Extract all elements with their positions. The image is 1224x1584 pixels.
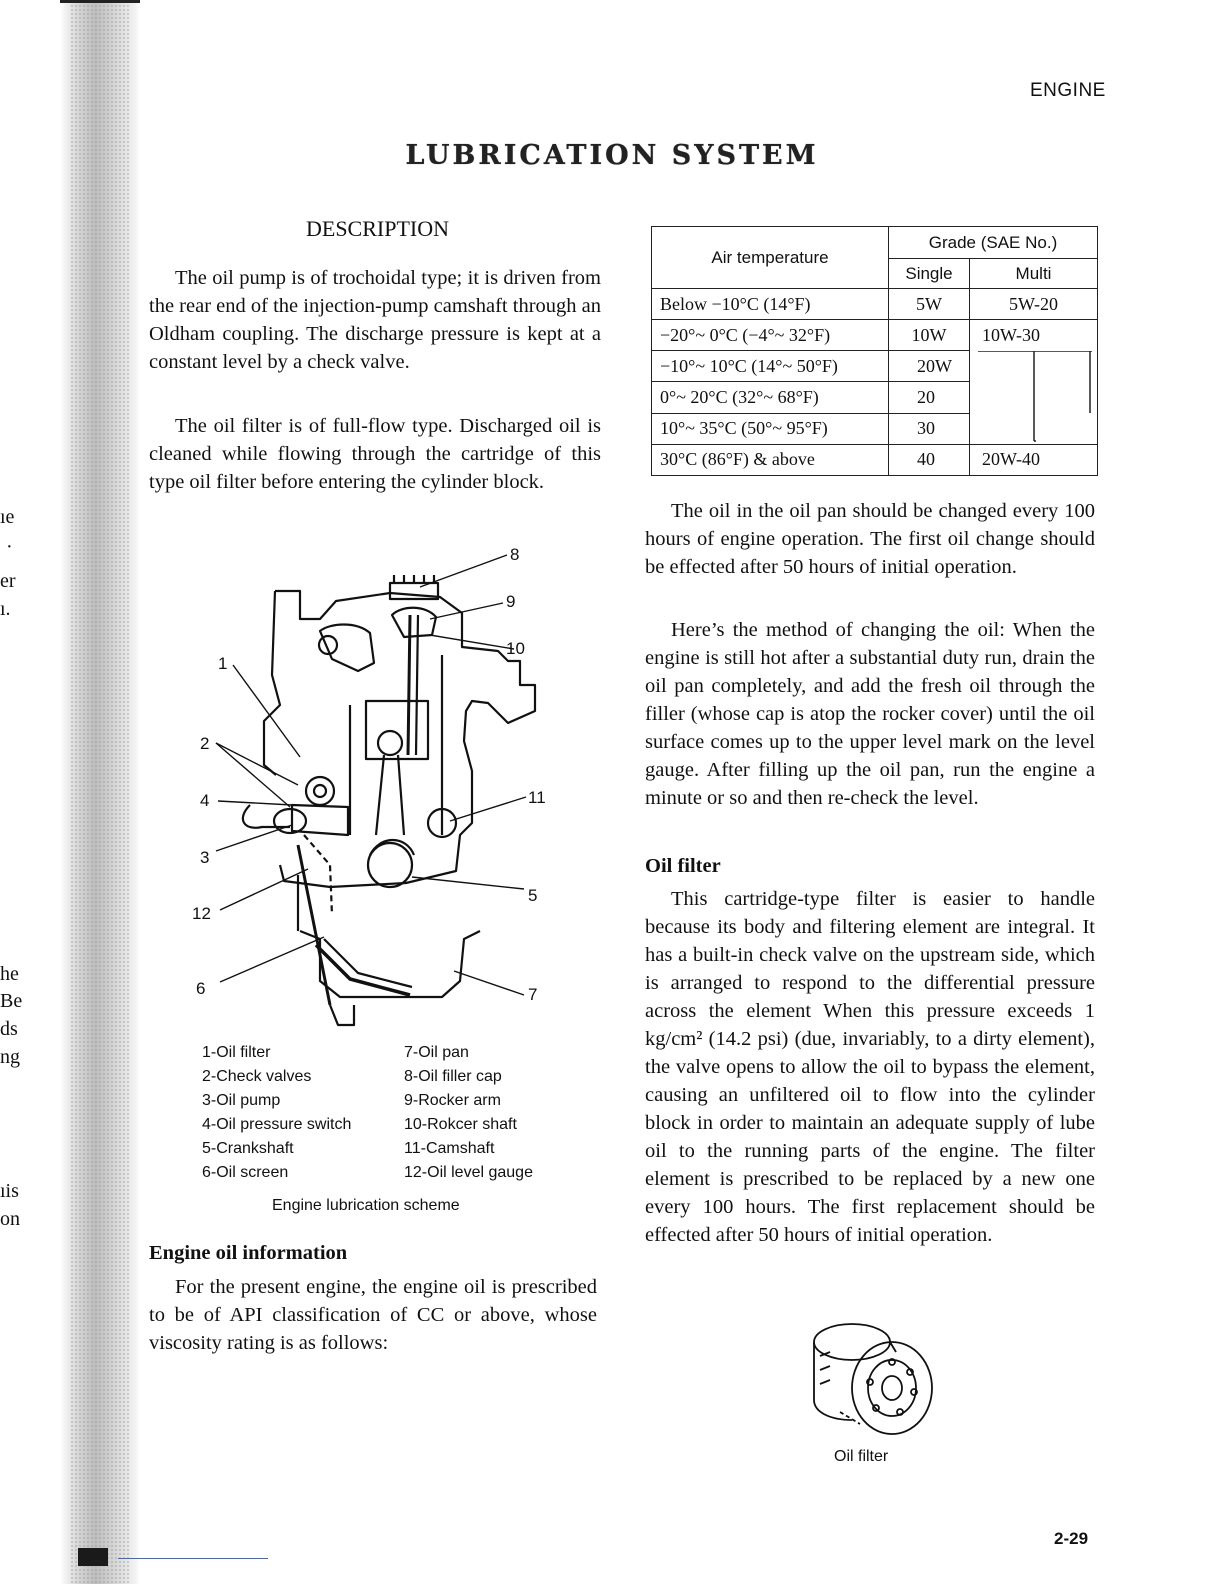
legend-item: 11-Camshaft bbox=[404, 1140, 495, 1157]
oil-filter-caption: Oil filter bbox=[834, 1448, 889, 1465]
single-cell: 10W bbox=[889, 320, 970, 351]
binding-texture bbox=[70, 0, 130, 1584]
description-heading: DESCRIPTION bbox=[306, 216, 450, 241]
legend-item: 1-Oil filter bbox=[202, 1044, 271, 1061]
callout-4: 4 bbox=[200, 791, 210, 810]
engine-oil-paragraph: For the present engine, the engine oil is prescribed to be of API classification of CC or above, whose viscosity rating is as follows: bbox=[149, 1276, 597, 1354]
multi-cell: 20W-40 bbox=[970, 444, 1098, 475]
single-cell: 30 bbox=[889, 413, 970, 444]
diagram-caption: Engine lubrication scheme bbox=[272, 1197, 460, 1214]
oil-filter-illustration bbox=[800, 1312, 945, 1444]
oil-change-paragraph-2: Here’s the method of changing the oil: When the engine is still hot after a substantial duty run, drain the oil pan completely, and add the fresh oil through the filler (whose cap is atop the rocker cover) until the oil surface comes up to the upper level mark on the level gauge. After filling up the oil pan, run the engine a minute or so and then re-check the level. bbox=[645, 619, 1095, 809]
callout-12: 12 bbox=[192, 904, 211, 923]
table-row bbox=[652, 289, 1098, 320]
multi-cell: 5W-20 bbox=[970, 289, 1098, 320]
temp-cell: Below −10°C (14°F) bbox=[652, 289, 889, 320]
facing-page-fragment: ds bbox=[0, 1018, 18, 1040]
facing-page-fragment: · bbox=[6, 536, 13, 558]
table-row bbox=[652, 444, 1098, 475]
facing-page-fragment: Be bbox=[0, 990, 23, 1012]
single-cell: 5W bbox=[889, 289, 970, 320]
facing-page-fragment: ı. bbox=[0, 598, 11, 620]
callout-7: 7 bbox=[528, 985, 538, 1004]
legend-item: 3-Oil pump bbox=[202, 1092, 281, 1109]
description-paragraph-2: The oil filter is of full-flow type. Discharged oil is cleaned while flowing through the cartridge of this type oil filter before entering the cylinder block. bbox=[149, 415, 601, 493]
temp-cell: −20°~ 0°C (−4°~ 32°F) bbox=[652, 320, 889, 351]
page-number: 2-29 bbox=[1054, 1529, 1089, 1548]
temp-cell: 0°~ 20°C (32°~ 68°F) bbox=[652, 382, 889, 413]
callout-5: 5 bbox=[528, 886, 538, 905]
multi-range-cell bbox=[970, 351, 1098, 445]
col-air-temperature: Air temperature bbox=[652, 227, 889, 289]
legend-item: 7-Oil pan bbox=[404, 1044, 469, 1061]
page-title: LUBRICATION SYSTEM bbox=[405, 140, 819, 171]
legend-item: 6-Oil screen bbox=[202, 1164, 289, 1181]
callout-6: 6 bbox=[196, 979, 206, 998]
temp-cell: 30°C (86°F) & above bbox=[652, 444, 889, 475]
legend-item: 5-Crankshaft bbox=[202, 1140, 294, 1157]
range-bracket-icon bbox=[970, 351, 1094, 444]
facing-page-fragment: ıe bbox=[0, 506, 15, 528]
binding-top-mark bbox=[60, 0, 140, 20]
legend-item: 2-Check valves bbox=[202, 1068, 312, 1085]
diagram-legend-right bbox=[404, 1041, 533, 1185]
temp-cell: 10°~ 35°C (50°~ 95°F) bbox=[652, 413, 889, 444]
multi-cell: 10W-30 bbox=[970, 320, 1098, 351]
callout-3: 3 bbox=[200, 848, 210, 867]
facing-page-fragment: ng bbox=[0, 1046, 20, 1068]
engine-lubrication-diagram bbox=[180, 535, 560, 1035]
engine-oil-heading: Engine oil information bbox=[149, 1242, 348, 1264]
callout-9: 9 bbox=[506, 592, 516, 611]
callout-8: 8 bbox=[510, 545, 520, 564]
temp-cell: −10°~ 10°C (14°~ 50°F) bbox=[652, 351, 889, 382]
legend-item: 9-Rocker arm bbox=[404, 1092, 501, 1109]
single-cell: 20W bbox=[889, 351, 970, 382]
legend-item: 12-Oil level gauge bbox=[404, 1164, 533, 1181]
oil-filter-paragraph: This cartridge-type filter is easier to handle because its body and filtering element are integral. It has a built-in check valve on the upstream side, which is arranged to respond to the differential pressure across the element When this pressure exceeds 1 kg/cm² (14.2 psi) (due, invariably, to a dirty element), the valve opens to allow the oil to bypass the element, causing an unfiltered oil to flow into the cylinder block in order to maintain an adequate supply of lube oil to the running parts of the engine. The filter element is prescribed to be replaced by a new one every 100 hours. The first replacement should be effected after 50 hours of initial operation. bbox=[645, 888, 1095, 1246]
col-single: Single bbox=[889, 259, 970, 289]
oil-filter-heading: Oil filter bbox=[645, 855, 721, 877]
callout-2: 2 bbox=[200, 734, 210, 753]
facing-page-fragment: on bbox=[0, 1208, 20, 1230]
facing-page-fragment: er bbox=[0, 570, 16, 592]
legend-item: 10-Rokcer shaft bbox=[404, 1116, 517, 1133]
facing-page-fragment: ıis bbox=[0, 1180, 19, 1202]
single-cell: 20 bbox=[889, 382, 970, 413]
running-header: ENGINE bbox=[1030, 80, 1106, 101]
binding-bottom-mark bbox=[78, 1548, 108, 1566]
table-row bbox=[652, 320, 1098, 351]
table-row bbox=[652, 351, 1098, 382]
callout-11: 11 bbox=[528, 788, 546, 807]
oil-change-paragraph-1: The oil in the oil pan should be changed every 100 hours of engine operation. The first oil change should be effected after 50 hours of initial operation. bbox=[645, 500, 1095, 578]
viscosity-table bbox=[651, 226, 1098, 476]
col-multi: Multi bbox=[970, 259, 1098, 289]
single-cell: 40 bbox=[889, 444, 970, 475]
col-grade: Grade (SAE No.) bbox=[889, 227, 1098, 259]
description-paragraph-1: The oil pump is of trochoidal type; it is driven from the rear end of the injection-pump camshaft through an Oldham coupling. The discharge pressure is kept at a constant level by a check valve. bbox=[149, 267, 601, 373]
callout-10: 10 bbox=[506, 639, 525, 658]
bottom-rule bbox=[118, 1558, 268, 1559]
diagram-legend-left bbox=[202, 1041, 351, 1185]
facing-page-fragment: he bbox=[0, 963, 19, 985]
legend-item: 8-Oil filler cap bbox=[404, 1068, 502, 1085]
callout-1: 1 bbox=[218, 654, 228, 673]
legend-item: 4-Oil pressure switch bbox=[202, 1116, 352, 1133]
